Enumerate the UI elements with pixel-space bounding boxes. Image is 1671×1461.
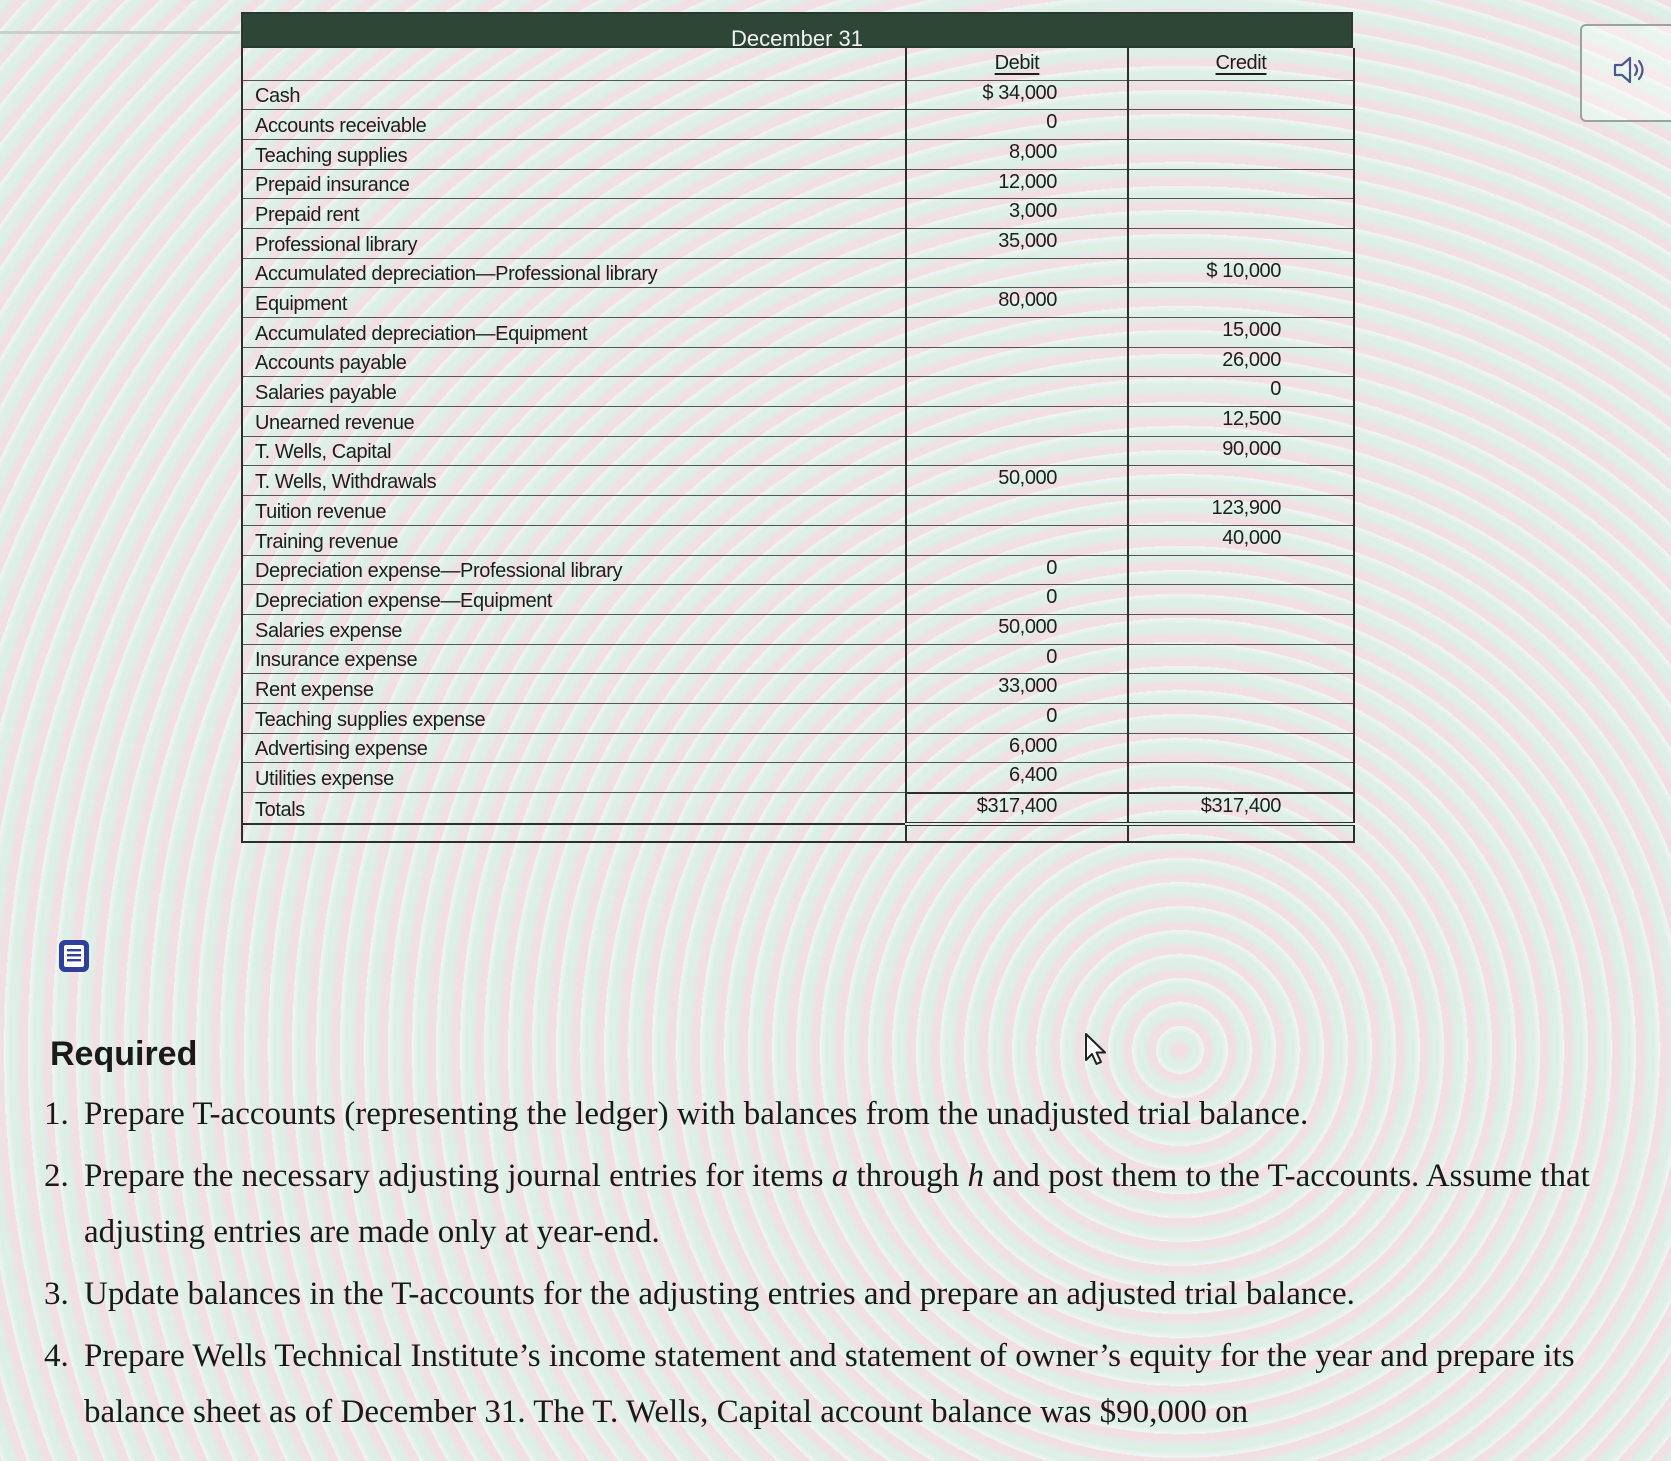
required-item — [44, 1328, 1644, 1440]
table-row — [242, 139, 1354, 169]
account-name: Depreciation expense—Equipment — [242, 585, 906, 615]
required-item-text: Update balances in the T-accounts for the adjusting entries and prepare an adjusted trial balance. — [84, 1276, 1355, 1312]
table-row — [242, 80, 1354, 110]
debit-amount — [906, 377, 1128, 407]
totals-row — [242, 793, 1354, 824]
totals-debit: $317,400 — [906, 793, 1128, 824]
trial-balance-date-header: December 31 — [241, 12, 1353, 48]
account-column-header — [242, 48, 906, 80]
debit-amount — [906, 258, 1128, 288]
debit-amount: 0 — [906, 644, 1128, 674]
mouse-cursor-icon — [1083, 1032, 1109, 1068]
table-row — [242, 496, 1354, 526]
credit-amount — [1128, 139, 1354, 169]
debit-amount: 0 — [906, 555, 1128, 585]
credit-amount — [1128, 733, 1354, 763]
debit-amount: 50,000 — [906, 466, 1128, 496]
credit-amount: 90,000 — [1128, 436, 1354, 466]
credit-amount — [1128, 288, 1354, 318]
table-row — [242, 258, 1354, 288]
table-row — [242, 288, 1354, 318]
debit-amount: 3,000 — [906, 199, 1128, 229]
debit-amount: 8,000 — [906, 139, 1128, 169]
table-row — [242, 644, 1354, 674]
table-row — [242, 169, 1354, 199]
debit-amount: 0 — [906, 703, 1128, 733]
speaker-icon — [1612, 54, 1648, 86]
credit-amount: 12,500 — [1128, 407, 1354, 437]
account-name: Equipment — [242, 288, 906, 318]
table-row — [242, 525, 1354, 555]
credit-amount: 40,000 — [1128, 525, 1354, 555]
debit-amount — [906, 525, 1128, 555]
table-row — [242, 110, 1354, 140]
debit-amount — [906, 318, 1128, 348]
table-row — [242, 703, 1354, 733]
account-name: Accumulated depreciation—Professional library — [242, 258, 906, 288]
table-row — [242, 614, 1354, 644]
totals-label: Totals — [242, 793, 906, 824]
credit-amount — [1128, 644, 1354, 674]
required-item-text: Prepare the necessary adjusting journal entries for items a through h and post them to the T-accounts. Assume that adjusting entries are made only at year-end. — [84, 1158, 1590, 1250]
debit-amount — [906, 496, 1128, 526]
debit-amount: 33,000 — [906, 674, 1128, 704]
account-name: Insurance expense — [242, 644, 906, 674]
table-row — [242, 733, 1354, 763]
debit-amount: 6,400 — [906, 763, 1128, 793]
account-name: Professional library — [242, 228, 906, 258]
table-row — [242, 436, 1354, 466]
required-item — [44, 1086, 1644, 1142]
required-item — [44, 1266, 1644, 1322]
account-name: Accumulated depreciation—Equipment — [242, 318, 906, 348]
table-row — [242, 318, 1354, 348]
credit-amount — [1128, 228, 1354, 258]
table-header-row — [242, 48, 1354, 80]
debit-amount: 0 — [906, 110, 1128, 140]
account-name: Unearned revenue — [242, 407, 906, 437]
required-item — [44, 1148, 1644, 1260]
account-name: Teaching supplies — [242, 139, 906, 169]
table-row — [242, 347, 1354, 377]
table-row — [242, 585, 1354, 615]
credit-amount: 15,000 — [1128, 318, 1354, 348]
table-row — [242, 199, 1354, 229]
required-list — [44, 1086, 1644, 1440]
credit-amount — [1128, 674, 1354, 704]
debit-amount: 0 — [906, 585, 1128, 615]
account-name: Accounts receivable — [242, 110, 906, 140]
credit-amount: $ 10,000 — [1128, 258, 1354, 288]
account-name: Depreciation expense—Professional library — [242, 555, 906, 585]
credit-amount: 26,000 — [1128, 347, 1354, 377]
account-name: T. Wells, Withdrawals — [242, 466, 906, 496]
footer-cell — [242, 824, 906, 842]
credit-amount — [1128, 199, 1354, 229]
audio-button[interactable] — [1580, 24, 1671, 122]
required-heading: Required — [50, 1035, 198, 1073]
table-footer-rule — [242, 824, 1354, 842]
credit-amount — [1128, 466, 1354, 496]
credit-amount — [1128, 169, 1354, 199]
totals-credit: $317,400 — [1128, 793, 1354, 824]
debit-amount — [906, 347, 1128, 377]
account-name: Prepaid rent — [242, 199, 906, 229]
table-row — [242, 407, 1354, 437]
account-name: Utilities expense — [242, 763, 906, 793]
debit-amount: $ 34,000 — [906, 80, 1128, 110]
required-item-number: 3. — [44, 1276, 69, 1312]
credit-amount — [1128, 585, 1354, 615]
credit-amount — [1128, 555, 1354, 585]
credit-amount — [1128, 80, 1354, 110]
required-item-number: 4. — [44, 1338, 69, 1374]
account-name: T. Wells, Capital — [242, 436, 906, 466]
debit-header-label: Debit — [994, 52, 1040, 74]
debit-column-header — [906, 48, 1128, 80]
credit-column-header — [1128, 48, 1354, 80]
table-row — [242, 377, 1354, 407]
account-name: Prepaid insurance — [242, 169, 906, 199]
credit-amount — [1128, 763, 1354, 793]
credit-amount: 123,900 — [1128, 496, 1354, 526]
debit-amount: 35,000 — [906, 228, 1128, 258]
credit-header-label: Credit — [1215, 52, 1267, 74]
table-row — [242, 763, 1354, 793]
footer-cell — [1128, 824, 1354, 842]
table-row — [242, 555, 1354, 585]
required-item-number: 2. — [44, 1158, 69, 1194]
account-name: Teaching supplies expense — [242, 703, 906, 733]
required-item-text: Prepare T-accounts (representing the ledger) with balances from the unadjusted trial balance. — [84, 1096, 1309, 1132]
debit-amount — [906, 407, 1128, 437]
credit-amount — [1128, 614, 1354, 644]
account-name: Cash — [242, 80, 906, 110]
account-name: Advertising expense — [242, 733, 906, 763]
credit-amount — [1128, 110, 1354, 140]
table-row — [242, 228, 1354, 258]
credit-amount — [1128, 703, 1354, 733]
notes-icon[interactable] — [57, 938, 91, 974]
table-row — [242, 466, 1354, 496]
table-row — [242, 674, 1354, 704]
top-divider — [0, 31, 240, 34]
debit-amount: 6,000 — [906, 733, 1128, 763]
credit-amount: 0 — [1128, 377, 1354, 407]
footer-cell — [906, 824, 1128, 842]
debit-amount — [906, 436, 1128, 466]
debit-amount: 12,000 — [906, 169, 1128, 199]
trial-balance — [241, 12, 1353, 843]
account-name: Accounts payable — [242, 347, 906, 377]
required-item-text: Prepare Wells Technical Institute’s income statement and statement of owner’s equity for the year and prepare its balance sheet as of December 31. The T. Wells, Capital account balance was $90,000 on — [84, 1338, 1575, 1430]
debit-amount: 50,000 — [906, 614, 1128, 644]
account-name: Tuition revenue — [242, 496, 906, 526]
account-name: Rent expense — [242, 674, 906, 704]
account-name: Training revenue — [242, 525, 906, 555]
account-name: Salaries expense — [242, 614, 906, 644]
trial-balance-table — [241, 48, 1355, 843]
debit-amount: 80,000 — [906, 288, 1128, 318]
account-name: Salaries payable — [242, 377, 906, 407]
required-item-number: 1. — [44, 1096, 69, 1132]
